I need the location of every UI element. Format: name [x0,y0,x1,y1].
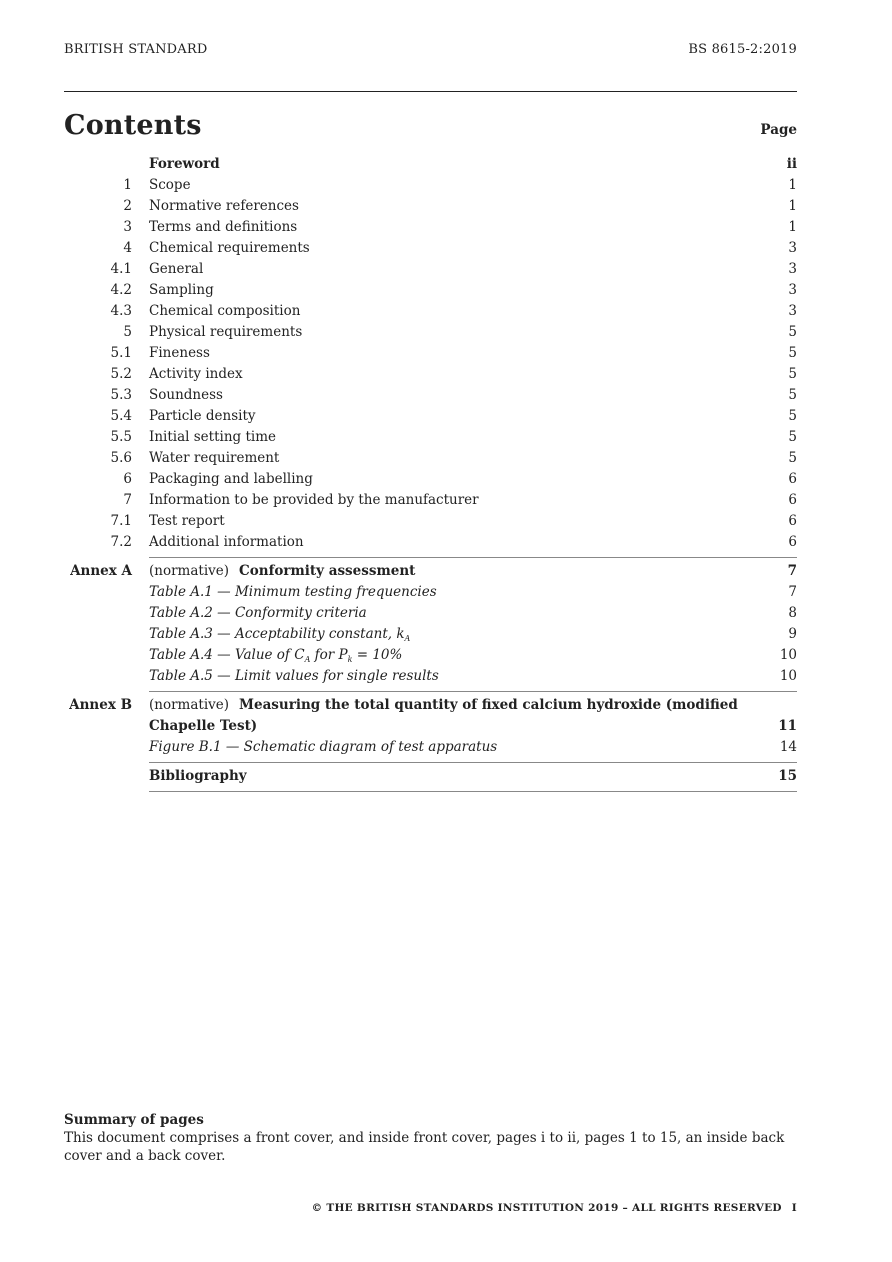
toc-entry-label: Initial setting time [149,429,276,445]
toc-annex-a[interactable] [64,561,797,582]
toc-entry-number: 1 [123,177,132,193]
annex-item-page: 7 [788,584,797,600]
toc-entry-page: 6 [788,471,797,487]
annex-item-page: 8 [788,605,797,621]
toc-entry-page: 1 [788,177,797,193]
toc-entry-page: 3 [788,261,797,277]
toc-annex-b[interactable] [64,695,797,716]
toc-entry-label: Particle density [149,408,256,424]
toc-entry-page: 3 [788,240,797,256]
toc-bibliography[interactable] [64,766,797,787]
toc-entry-number: 5.3 [110,387,132,403]
toc-entry-number: 5.4 [110,408,132,424]
toc-entry[interactable] [64,406,797,427]
header-rule [64,91,797,92]
toc-entry-label: Normative references [149,198,299,214]
toc-entry-number: 5.6 [110,450,132,466]
toc-entry[interactable] [64,364,797,385]
summary-of-pages [64,1111,799,1165]
annex-item-page: 10 [779,668,797,684]
table-of-contents [64,154,797,795]
annex-item-text: = 10% [352,647,403,663]
running-header-left: BRITISH STANDARD [64,42,208,57]
toc-entry-page: 3 [788,282,797,298]
annex-item-label [149,737,757,758]
annex-item-text: Table A.1 — Minimum testing frequencies [149,584,437,600]
subscript: A [404,634,411,643]
annex-a-title: Conformity assessment [239,563,416,579]
toc-entry[interactable] [64,259,797,280]
toc-entry[interactable] [64,301,797,322]
annex-a-label: Annex A [70,563,132,579]
running-header-right: BS 8615-2:2019 [688,42,797,57]
toc-entry[interactable] [64,385,797,406]
annex-b-separator [149,691,797,692]
page-number: I [791,1202,797,1214]
toc-entry-page: 1 [788,198,797,214]
toc-entry-number: 4.3 [110,303,132,319]
toc-entry-label: Water requirement [149,450,280,466]
toc-entry-number: 7.2 [110,534,132,550]
toc-entry-page: 1 [788,219,797,235]
toc-entry-page: 5 [788,387,797,403]
toc-entry-label: Scope [149,177,191,193]
annex-b-items [64,737,797,758]
annex-b-title-line2: Chapelle Test) [149,718,258,734]
toc-entry[interactable] [64,196,797,217]
toc-entry-page: 5 [788,345,797,361]
toc-entry-number: 2 [123,198,132,214]
annex-b-type: (normative) [149,697,230,713]
toc-entry-number: 3 [123,219,132,235]
annex-item-text: Table A.4 — Value of C [149,647,305,663]
toc-entry-label: Soundness [149,387,223,403]
toc-entry[interactable] [64,448,797,469]
toc-entry-number: 5.2 [110,366,132,382]
summary-text: This document comprises a front cover, and inside front cover, pages i to ii, pages 1 to 15, an inside back cover and a back cover. [64,1130,785,1164]
toc-entry[interactable] [64,469,797,490]
toc-entry-label: General [149,261,204,277]
toc-entry-page: 6 [788,534,797,550]
toc-entry-label: Chemical composition [149,303,301,319]
annex-a-heading [149,561,757,582]
summary-title: Summary of pages [64,1112,204,1128]
toc-entry-label: Fineness [149,345,210,361]
toc-entry-number: 7.1 [110,513,132,529]
toc-entry-label: Physical requirements [149,324,303,340]
toc-entry-label: Information to be provided by the manufacturer [149,492,479,508]
annex-item-page: 9 [788,626,797,642]
annex-b-page: 11 [778,718,797,734]
page-column-label: Page [760,122,797,138]
toc-entry-label: Foreword [149,156,220,172]
toc-entry[interactable] [64,175,797,196]
annex-item-text: Figure B.1 — Schematic diagram of test apparatus [149,739,498,755]
page-title: Contents [64,110,202,141]
toc-entry-label: Chemical requirements [149,240,310,256]
toc-end-separator [149,791,797,792]
toc-entry-page: ii [786,156,797,172]
toc-entry-number: 5 [123,324,132,340]
toc-entry[interactable] [64,532,797,553]
toc-entry-page: 6 [788,513,797,529]
toc-entry-number: 4.1 [110,261,132,277]
toc-annex-item[interactable] [64,645,797,666]
toc-annex-item[interactable] [64,666,797,687]
toc-annex-b-cont[interactable] [64,716,797,737]
toc-entry-number: 5.5 [110,429,132,445]
subscript: A [304,655,311,664]
toc-entry-label: Sampling [149,282,214,298]
toc-entry[interactable] [64,343,797,364]
toc-entry-page: 5 [788,366,797,382]
annex-item-text: Table A.2 — Conformity criteria [149,605,367,621]
annex-a-type: (normative) [149,563,230,579]
toc-entry-page: 5 [788,429,797,445]
toc-entry-page: 5 [788,408,797,424]
subscript: k [347,655,353,664]
page-footer [312,1202,797,1214]
toc-entry[interactable] [64,511,797,532]
annex-item-label [149,603,757,624]
annex-b-heading [149,695,757,716]
toc-entry-page: 5 [788,450,797,466]
annex-item-label [149,666,757,687]
toc-entry-page: 6 [788,492,797,508]
toc-entry-number: 4 [123,240,132,256]
copyright-notice: © THE BRITISH STANDARDS INSTITUTION 2019 – ALL RIGHTS RESERVED [311,1202,782,1214]
annex-item-text: Table A.5 — Limit values for single results [149,668,439,684]
toc-entry-number: 6 [123,471,132,487]
bibliography-page: 15 [778,768,797,784]
toc-entry-label: Test report [149,513,225,529]
toc-annex-item[interactable] [64,737,797,758]
toc-entry-page: 5 [788,324,797,340]
toc-annex-item[interactable] [64,603,797,624]
toc-main-entries [64,154,797,553]
toc-entry-label: Packaging and labelling [149,471,313,487]
annex-b-title-line1: Measuring the total quantity of fixed calcium hydroxide (modified [239,697,738,713]
bibliography-label: Bibliography [149,768,247,784]
toc-entry[interactable] [64,238,797,259]
toc-entry-number: 4.2 [110,282,132,298]
toc-entry-label: Activity index [149,366,243,382]
annex-item-page: 14 [779,739,797,755]
annex-item-page: 10 [779,647,797,663]
toc-annex-item[interactable] [64,624,797,645]
toc-entry-number: 5.1 [110,345,132,361]
toc-entry[interactable] [64,490,797,511]
toc-entry[interactable] [64,154,797,175]
toc-entry-page: 3 [788,303,797,319]
annex-a-page: 7 [787,563,797,579]
annex-a-separator [149,557,797,558]
annex-a-items [64,582,797,687]
toc-annex-item[interactable] [64,582,797,603]
annex-item-text: for P [310,647,348,663]
annex-item-text: Table A.3 — Acceptability constant, k [149,626,405,642]
toc-entry-number: 7 [123,492,132,508]
toc-entry[interactable] [64,280,797,301]
annex-b-label: Annex B [69,697,132,713]
toc-entry[interactable] [64,427,797,448]
annex-item-label [149,582,757,603]
toc-entry[interactable] [64,322,797,343]
toc-entry-label: Additional information [149,534,304,550]
toc-entry-label: Terms and definitions [149,219,298,235]
bibliography-separator [149,762,797,763]
toc-entry[interactable] [64,217,797,238]
